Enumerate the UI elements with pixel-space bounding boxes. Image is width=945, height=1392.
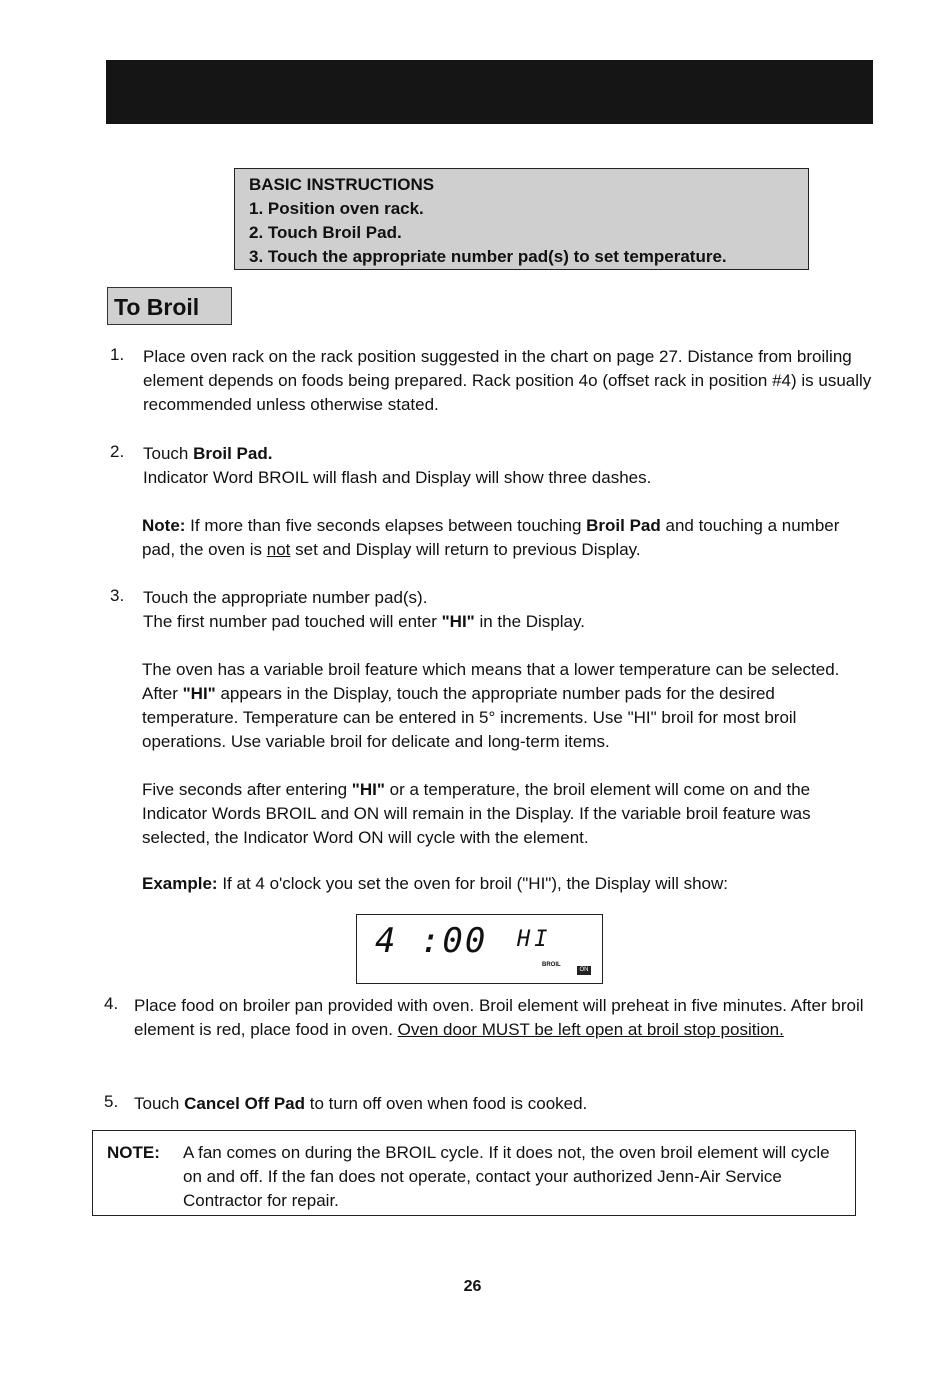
step-2-touch: Touch [143,444,189,463]
para-2b: or a temperature, the broil element will come on and the Indicator Words BROIL and ON will remain in the Display. If the variable broil feature was selected, the Indicator Word ON will cycle with the element. [142,780,811,847]
step-4-text-a: Place food on broiler pan provided with oven. Broil element will preheat in five minutes. After broil element is red, place food in oven. [134,996,864,1039]
step-number: 4. [104,994,119,1013]
step-2-text [143,442,873,490]
note-not: not [266,540,291,559]
note-text-b: and touching a number pad, the oven is [142,516,840,559]
note-label: Note: [142,516,186,535]
page-number: 26 [463,1278,482,1295]
basic-step-2: 2. Touch Broil Pad. [249,223,402,242]
header-bar [106,60,873,124]
note-broil-pad: Broil Pad [586,516,661,535]
hi-label: "HI" [182,684,216,703]
hi-label: "HI" [351,780,385,799]
step-number: 2. [110,442,125,461]
step-3-line-1: Touch the appropriate number pad(s). [143,588,428,607]
broil-element-paragraph [142,778,868,850]
broil-indicator: BROIL [542,962,561,968]
step-3-line-2b: in the Display. [474,612,585,631]
on-indicator: ON [577,966,591,975]
step-1-text: Place oven rack on the rack position suggested in the chart on page 27. Distance from broiling element depends on foods being prepared. Rack position 4o (offset rack in position #4) is usually recommended unless otherwise stated. [143,347,872,414]
note-text-a: If more than five seconds elapses between touching [185,516,587,535]
step-4-text [134,994,864,1042]
step-2-note [142,514,868,562]
oven-display [356,914,603,984]
para-1a: The oven has a variable broil feature which means that a lower temperature can be selected. After [142,660,840,703]
example-text: If at 4 o'clock you set the oven for broil ("HI"), the Display will show: [217,874,729,893]
variable-broil-paragraph [142,658,868,754]
step-3-line-2a: The first number pad touched will enter [143,612,442,631]
hi-label: "HI" [441,612,475,631]
step-number: 3. [110,586,125,605]
display-digits: 4 :00 [375,921,488,961]
display-hi: HI [517,927,552,952]
example-label: Example: [142,874,218,893]
step-number: 5. [104,1092,119,1111]
note-text-c: set and Display will return to previous Display. [290,540,641,559]
basic-instructions-title: BASIC INSTRUCTIONS [249,175,435,194]
basic-instructions-box [234,168,809,270]
step-3-text [143,586,873,634]
basic-step-1: 1. Position oven rack. [249,199,424,218]
note-box [92,1130,856,1216]
para-2a: Five seconds after entering [142,780,352,799]
example-paragraph [142,872,868,896]
step-2-detail: Indicator Word BROIL will flash and Display will show three dashes. [143,468,652,487]
note-box-text: A fan comes on during the BROIL cycle. If it does not, the oven broil element will cycle on and off. If the fan does not operate, contact your authorized Jenn-Air Service Contractor for repair. [183,1143,830,1210]
basic-step-3: 3. Touch the appropriate number pad(s) to set temperature. [249,247,727,266]
para-1b: appears in the Display, touch the appropriate number pads for the desired temperature. Temperature can be entered in 5° increments. Use "HI" broil for most broil operations. Use variable broil for delicate and long-term items. [142,684,797,751]
step-5-touch: Touch [134,1094,185,1113]
broil-pad-label: Broil Pad. [193,444,273,463]
step-4-warning: Oven door MUST be left open at broil stop position. [397,1020,784,1039]
section-heading: To Broil [107,287,232,325]
step-number: 1. [110,345,125,364]
cancel-off-pad-label: Cancel Off Pad [184,1094,306,1113]
step-5-text [134,1092,864,1116]
step-5-rest: to turn off oven when food is cooked. [305,1094,588,1113]
note-box-label: NOTE: [107,1143,160,1162]
